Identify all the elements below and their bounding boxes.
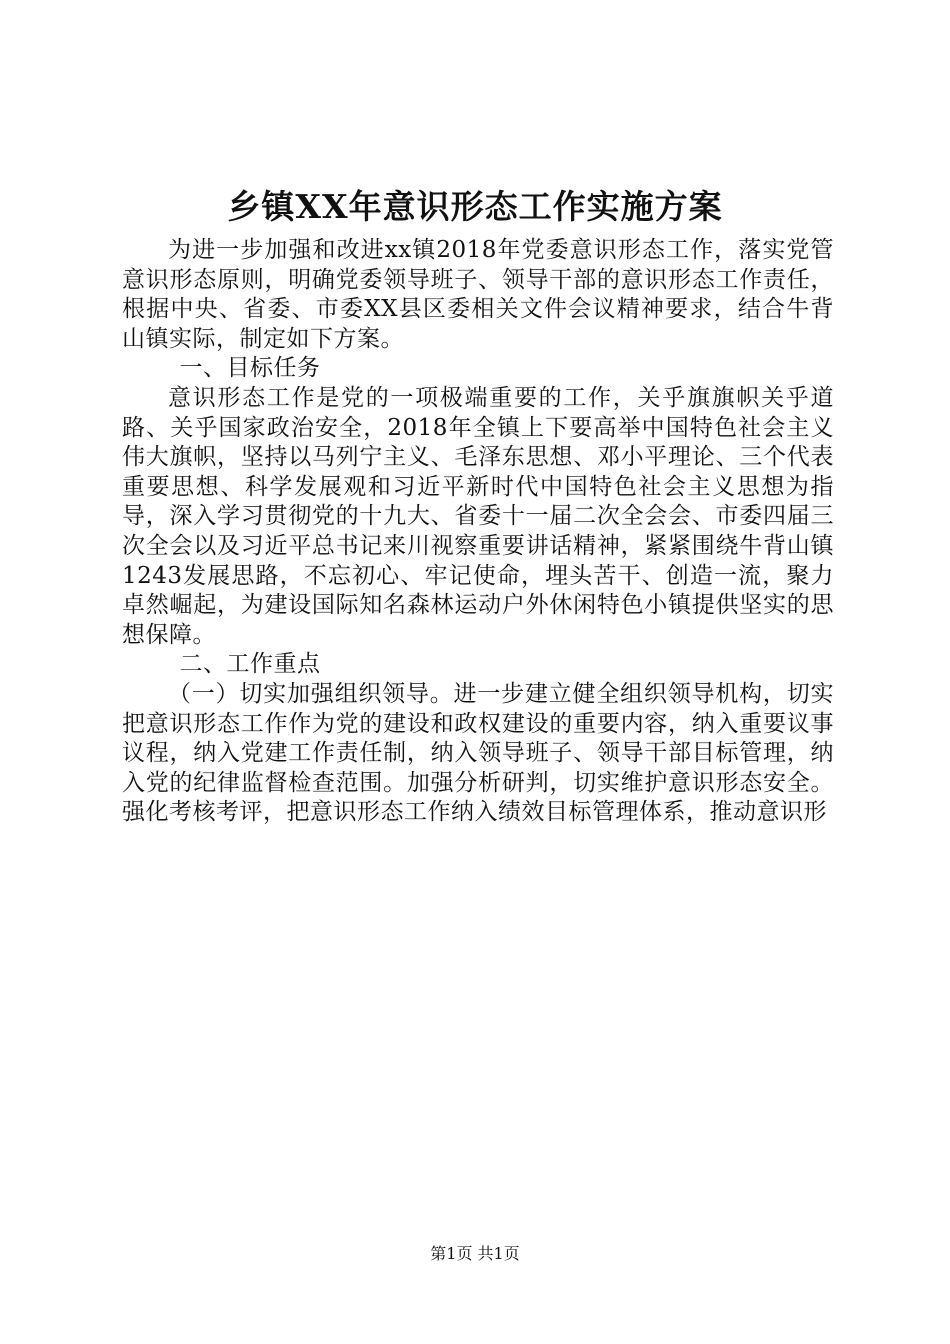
section-heading-goals: 一、目标任务 <box>179 355 321 382</box>
paragraph-goals: 意识形态工作是党的一项极端重要的工作，关乎旗旗帜关乎道路、关乎国家政治安全，2018年全镇上下要高举中国特色社会主义伟大旗帜，坚持以马列宁主义、毛泽东思想、邓小平理论、三个代表重要思想、科学发展观和习近平新时代中国特色社会主义思想为指导，深入学习贯彻党的十九大、省委十一届二次全会会、市委四届三次全会以及习近平总书记来川视察重要讲话精神，紧紧围绕牛背山镇1243发展思路，不忘初心、牢记使命，埋头苦干、创造一流，聚力卓然崛起，为建设国际知名森林运动户外休闲特色小镇提供坚实的思想保障。 <box>122 384 834 648</box>
document-title: 乡镇XX年意识形态工作实施方案 <box>227 187 723 226</box>
section-heading-focus: 二、工作重点 <box>179 651 321 678</box>
paragraph-intro: 为进一步加强和改进xx镇2018年党委意识形态工作，落实党管意识形态原则，明确党委领导班子、领导干部的意识形态工作责任，根据中央、省委、市委XX县区委相关文件会议精神要求，结合牛背山镇实际，制定如下方案。 <box>122 237 834 352</box>
page-footer: 第1页 共1页 <box>430 1244 520 1263</box>
paragraph-focus: （一）切实加强组织领导。进一步建立健全组织领导机构，切实把意识形态工作作为党的建设和政权建设的重要内容，纳入重要议事议程，纳入党建工作责任制，纳入领导班子、领导干部目标管理，纳入党的纪律监督检查范围。加强分析研判，切实维护意识形态安全。强化考核考评，把意识形态工作纳入绩效目标管理体系，推动意识形 <box>122 680 834 826</box>
document-body <box>122 236 834 828</box>
